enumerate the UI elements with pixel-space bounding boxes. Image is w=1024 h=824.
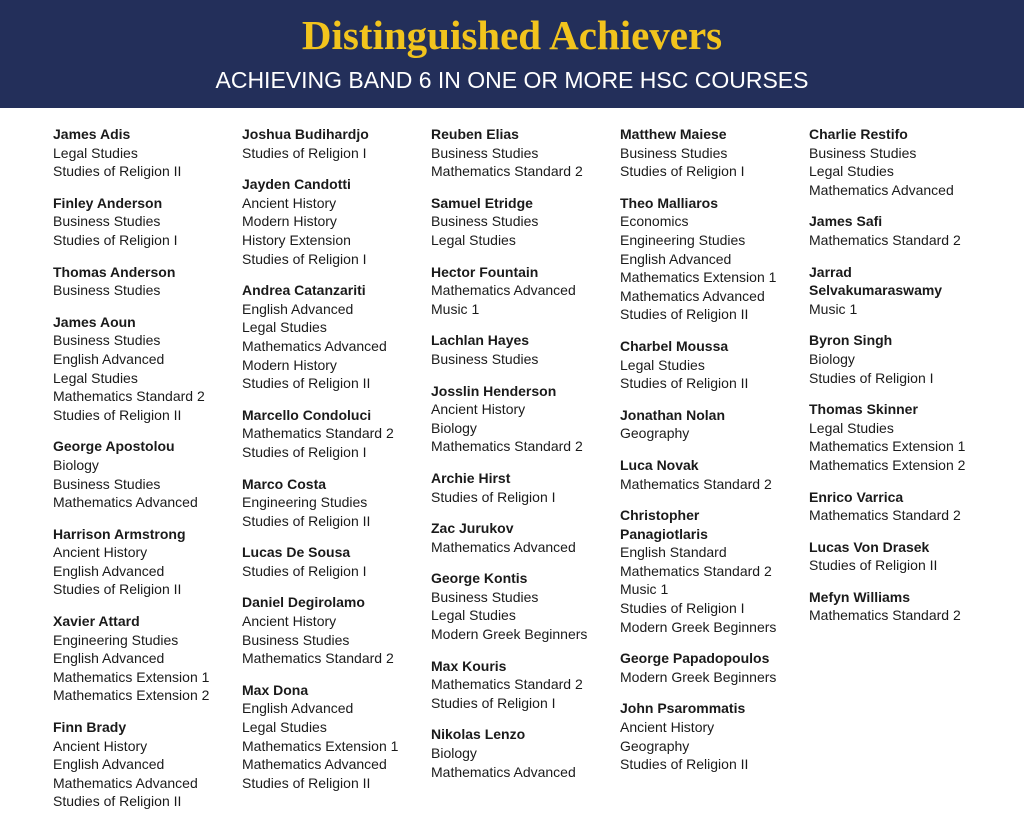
course-item: Mathematics Extension 1	[809, 438, 966, 455]
course-item: Mathematics Extension 2	[809, 456, 966, 473]
course-item: Mathematics Extension 2	[53, 687, 210, 704]
course-item: Studies of Religion I	[431, 694, 556, 711]
course-item: Studies of Religion II	[242, 512, 371, 529]
course-item: Engineering Studies	[53, 631, 179, 648]
achiever-entry	[53, 313, 238, 425]
achiever-entry	[53, 525, 238, 599]
course-item: Mathematics Advanced	[53, 774, 198, 791]
student-name: George Kontis	[431, 570, 528, 587]
student-name: Zac Jurukov	[431, 520, 514, 537]
achiever-entry	[809, 125, 994, 199]
course-item: Biology	[431, 419, 477, 436]
course-item: Mathematics Extension 1	[53, 668, 210, 685]
course-item: Business Studies	[53, 282, 161, 299]
student-name: Max Dona	[242, 681, 309, 698]
course-item: Mathematics Standard 2	[431, 163, 583, 180]
course-item: Studies of Religion II	[620, 756, 749, 773]
course-item: Biology	[53, 456, 99, 473]
course-item: Business Studies	[431, 350, 539, 367]
course-item: Mathematics Standard 2	[242, 650, 394, 667]
student-name: Max Kouris	[431, 657, 507, 674]
achiever-entry	[242, 543, 427, 580]
course-item: Studies of Religion II	[242, 774, 371, 791]
student-name: Finn Brady	[53, 719, 127, 736]
student-name: Marco Costa	[242, 475, 327, 492]
course-item: Mathematics Standard 2	[431, 438, 583, 455]
course-item: Studies of Religion II	[53, 581, 182, 598]
achiever-entry	[431, 569, 616, 643]
course-item: Studies of Religion II	[809, 557, 938, 574]
course-item: Geography	[620, 425, 690, 442]
achiever-entry	[809, 538, 994, 575]
achievers-grid	[0, 108, 1024, 818]
student-name: Luca Novak	[620, 456, 699, 473]
achiever-entry	[53, 718, 238, 811]
course-item: Legal Studies	[620, 356, 705, 373]
achiever-entry	[242, 281, 427, 393]
course-item: English Advanced	[53, 650, 165, 667]
course-item: Mathematics Advanced	[431, 538, 576, 555]
student-name: Enrico Varrica	[809, 488, 904, 505]
course-item: Modern History	[242, 356, 337, 373]
student-name: Nikolas Lenzo	[431, 726, 526, 743]
achiever-entry	[242, 125, 427, 162]
achiever-column	[242, 125, 427, 805]
achiever-entry	[431, 725, 616, 781]
course-item: Geography	[620, 737, 690, 754]
course-item: Studies of Religion I	[242, 144, 367, 161]
course-item: Mathematics Advanced	[620, 287, 765, 304]
course-item: Business Studies	[809, 144, 917, 161]
course-item: Mathematics Standard 2	[620, 475, 772, 492]
student-name: Josslin Henderson	[431, 382, 557, 399]
page-subtitle: ACHIEVING BAND 6 IN ONE OR MORE HSC COURSES	[215, 67, 809, 93]
course-item: Studies of Religion I	[242, 443, 367, 460]
achiever-entry	[809, 588, 994, 625]
course-item: Legal Studies	[53, 144, 138, 161]
course-item: Studies of Religion II	[53, 163, 182, 180]
course-item: Studies of Religion I	[620, 163, 745, 180]
course-item: Ancient History	[242, 194, 337, 211]
student-name: Thomas Skinner	[809, 401, 918, 418]
student-name: Charbel Moussa	[620, 337, 729, 354]
achiever-entry	[431, 657, 616, 713]
course-item: Mathematics Standard 2	[53, 388, 205, 405]
achiever-entry	[242, 593, 427, 667]
achiever-entry	[431, 125, 616, 181]
course-item: Studies of Religion I	[620, 600, 745, 617]
course-item: English Advanced	[53, 350, 165, 367]
course-item: Studies of Religion I	[242, 250, 367, 267]
student-name: George Papadopoulos	[620, 650, 770, 667]
achiever-entry	[431, 519, 616, 556]
achiever-entry	[242, 175, 427, 268]
student-name: Mefyn Williams	[809, 588, 911, 605]
achiever-entry	[809, 488, 994, 525]
student-name: Jarrad Selvakumaraswamy	[809, 263, 943, 299]
course-item: Business Studies	[431, 588, 539, 605]
achiever-entry	[620, 125, 805, 181]
course-item: Studies of Religion II	[620, 306, 749, 323]
achiever-entry	[53, 194, 238, 250]
achiever-entry	[809, 263, 994, 319]
student-name: Daniel Degirolamo	[242, 594, 365, 611]
course-item: Engineering Studies	[620, 231, 746, 248]
student-name: James Safi	[809, 213, 883, 230]
course-item: Mathematics Advanced	[53, 494, 198, 511]
achiever-entry	[431, 331, 616, 368]
course-item: Legal Studies	[242, 719, 327, 736]
achiever-column	[620, 125, 805, 787]
course-item: Modern History	[242, 213, 337, 230]
achiever-entry	[431, 469, 616, 506]
achiever-column	[431, 125, 616, 794]
achiever-entry	[620, 194, 805, 324]
course-item: Mathematics Standard 2	[620, 562, 772, 579]
achiever-entry	[431, 194, 616, 250]
course-item: Modern Greek Beginners	[620, 668, 777, 685]
student-name: Archie Hirst	[431, 469, 511, 486]
course-item: Music 1	[620, 581, 669, 598]
achiever-entry	[242, 681, 427, 793]
course-item: Studies of Religion I	[809, 369, 934, 386]
course-item: Mathematics Advanced	[431, 282, 576, 299]
course-item: Engineering Studies	[242, 494, 368, 511]
achiever-entry	[809, 212, 994, 249]
achiever-entry	[431, 382, 616, 456]
student-name: Reuben Elias	[431, 126, 519, 142]
course-item: History Extension	[242, 231, 351, 248]
course-item: Studies of Religion II	[620, 375, 749, 392]
student-name: Samuel Etridge	[431, 194, 533, 211]
student-name: Charlie Restifo	[809, 126, 908, 142]
course-item: Mathematics Advanced	[242, 337, 387, 354]
course-item: Studies of Religion I	[242, 562, 367, 579]
achiever-entry	[620, 456, 805, 493]
achiever-column	[53, 125, 238, 824]
student-name: Lucas De Sousa	[242, 544, 351, 561]
course-item: Mathematics Standard 2	[809, 231, 961, 248]
student-name: Lucas Von Drasek	[809, 538, 930, 555]
achiever-entry	[53, 263, 238, 300]
course-item: Mathematics Standard 2	[809, 607, 961, 624]
course-item: Mathematics Advanced	[242, 756, 387, 773]
course-item: Business Studies	[242, 631, 350, 648]
student-name: Jonathan Nolan	[620, 406, 726, 423]
achiever-entry	[53, 437, 238, 511]
course-item: Mathematics Standard 2	[242, 425, 394, 442]
student-name: Xavier Attard	[53, 613, 140, 630]
course-item: Legal Studies	[431, 607, 516, 624]
course-item: Business Studies	[53, 213, 161, 230]
student-name: Hector Fountain	[431, 263, 539, 280]
achiever-entry	[53, 612, 238, 705]
course-item: Studies of Religion II	[53, 406, 182, 423]
achiever-entry	[620, 506, 805, 636]
course-item: Modern Greek Beginners	[620, 618, 777, 635]
course-item: English Advanced	[242, 300, 354, 317]
achiever-entry	[620, 699, 805, 773]
student-name: Andrea Catanzariti	[242, 282, 366, 299]
course-item: Legal Studies	[242, 319, 327, 336]
achiever-entry	[809, 400, 994, 474]
course-item: Mathematics Extension 1	[620, 269, 777, 286]
course-item: Business Studies	[53, 332, 161, 349]
course-item: Legal Studies	[53, 369, 138, 386]
student-name: Joshua Budihardjo	[242, 126, 369, 142]
student-name: Christopher Panagiotlaris	[620, 507, 708, 542]
header-banner	[0, 0, 1024, 108]
course-item: Economics	[620, 213, 689, 230]
course-item: Music 1	[809, 300, 858, 317]
course-item: Ancient History	[242, 613, 337, 630]
student-name: Finley Anderson	[53, 194, 163, 211]
student-name: Byron Singh	[809, 332, 893, 349]
student-name: James Adis	[53, 126, 131, 142]
achiever-entry	[809, 331, 994, 387]
course-item: Biology	[431, 745, 477, 762]
achiever-entry	[431, 263, 616, 319]
course-item: Biology	[809, 350, 855, 367]
achiever-entry	[620, 406, 805, 443]
course-item: Business Studies	[620, 144, 728, 161]
course-item: Ancient History	[53, 544, 148, 561]
course-item: English Standard	[620, 544, 727, 561]
student-name: Matthew Maiese	[620, 126, 727, 142]
course-item: Legal Studies	[809, 163, 894, 180]
course-item: Studies of Religion I	[431, 488, 556, 505]
course-item: Mathematics Extension 1	[242, 737, 399, 754]
course-item: Modern Greek Beginners	[431, 626, 588, 643]
page-title: Distinguished Achievers	[301, 12, 723, 58]
student-name: Theo Malliaros	[620, 194, 719, 211]
achiever-entry	[53, 125, 238, 181]
course-item: Business Studies	[431, 144, 539, 161]
course-item: English Advanced	[242, 700, 354, 717]
achiever-entry	[620, 337, 805, 393]
achiever-entry	[620, 649, 805, 686]
course-item: Business Studies	[431, 213, 539, 230]
student-name: Lachlan Hayes	[431, 332, 530, 349]
course-item: Business Studies	[53, 475, 161, 492]
student-name: Harrison Armstrong	[53, 525, 186, 542]
course-item: Ancient History	[53, 737, 148, 754]
achiever-entry	[242, 406, 427, 462]
student-name: James Aoun	[53, 313, 136, 330]
course-item: Studies of Religion I	[53, 231, 178, 248]
course-item: English Advanced	[53, 562, 165, 579]
student-name: George Apostolou	[53, 438, 175, 455]
course-item: Ancient History	[620, 719, 715, 736]
student-name: Jayden Candotti	[242, 176, 351, 193]
course-item: Ancient History	[431, 401, 526, 418]
student-name: Marcello Condoluci	[242, 406, 372, 423]
course-item: Studies of Religion II	[242, 375, 371, 392]
course-item: Legal Studies	[431, 231, 516, 248]
course-item: Music 1	[431, 300, 480, 317]
course-item: Mathematics Advanced	[431, 763, 576, 780]
student-name: John Psarommatis	[620, 700, 746, 717]
achiever-column	[809, 125, 994, 638]
course-item: Mathematics Standard 2	[809, 507, 961, 524]
achiever-entry	[242, 475, 427, 531]
course-item: Legal Studies	[809, 419, 894, 436]
course-item: English Advanced	[53, 756, 165, 773]
course-item: English Advanced	[620, 250, 732, 267]
course-item: Studies of Religion II	[53, 793, 182, 810]
student-name: Thomas Anderson	[53, 263, 176, 280]
course-item: Mathematics Advanced	[809, 181, 954, 198]
course-item: Mathematics Standard 2	[431, 676, 583, 693]
